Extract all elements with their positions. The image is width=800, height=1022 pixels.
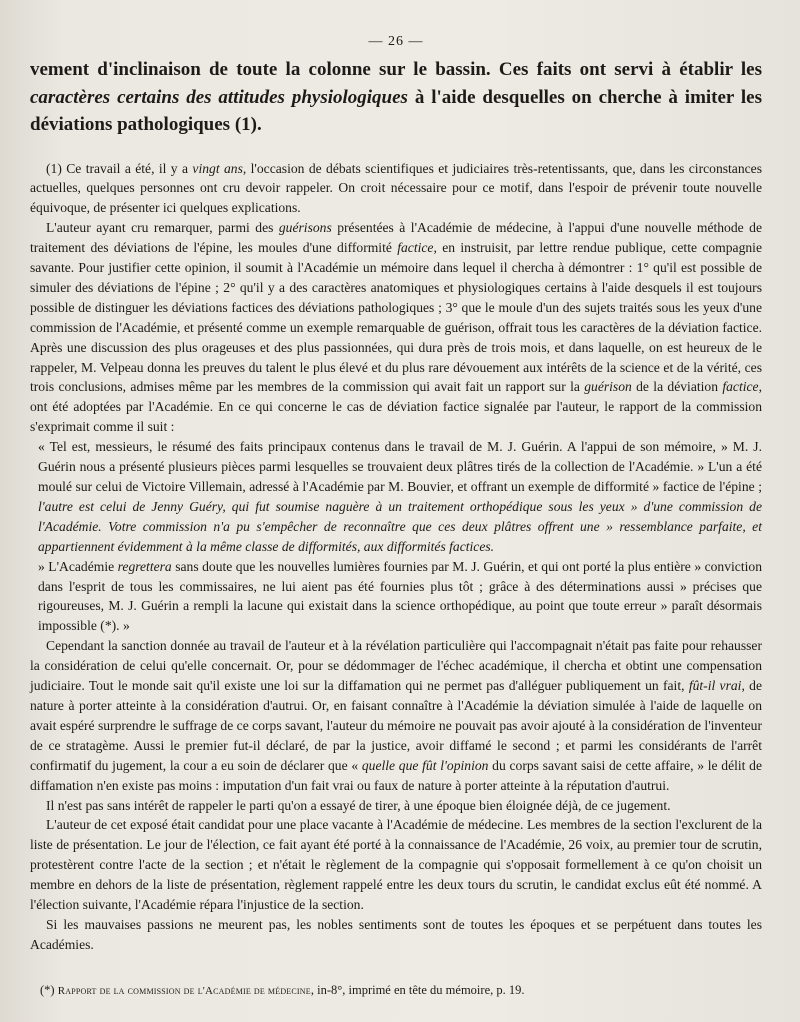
footnote-block: [30, 159, 762, 955]
para-italic: guérison: [584, 379, 632, 395]
para-text: , ont été adoptées par l'Académie. En ce qui concerne le cas de déviation factice signalée par l'auteur, le rapport de la commission s'exprimait comme il suit :: [30, 379, 762, 435]
para-text: , en instruisit, par lettre rendue publique, cette compagnie savante. Pour justifier cette opinion, il soumit à l'Académie un mémoire dans lequel il chercha à démontrer : 1° qu'il est possible de simuler des déviations de l'épine ; 2° qu'il y a des caractères anatomiques et physiologiques certains à l'aide desquels il est toujours possible de distinguer les déviations factices des déviations pathologiques ; 3° que le moule d'un des sujets traités sous les yeux d'une commission de l'Académie, et présenté comme un exemple remarquable de guérison, offrait tous les caractères de la déviation factice. Après une discussion des plus orageuses et des plus passionnées, qui dura près de trois mois, et dans laquelle, on est heureux de le rappeler, M. Velpeau donna les preuves du talent le plus élevé et du plus rare dévouement aux intérêts de la science et de la vérité, ces trois conclusions, admises même par les membres de la commission qui avait fait un rapport sur la: [30, 240, 762, 395]
para-italic: guérisons: [278, 220, 332, 236]
para-text: présentées à l'Académie de médecine, à l'appui d'une nouvelle méthode de traitement des déviations de l'épine, les moules d'une difformité: [30, 220, 762, 256]
para-italic: factice: [722, 379, 759, 395]
fn-text: (1) Ce travail a été, il y a: [46, 160, 193, 176]
quote-text: « Tel est, messieurs, le résumé des faits principaux contenus dans le travail de M. J. Guérin. A l'appui de son mémoire, » M. J. Guérin nous a présenté plusieurs pièces parmi lesquelles se trouvaient deux plâtres tirés de la collection de l'Académie. » L'un a été moulé sur celui de Victoire Villemain, adressé à l'Académie par M. Bouvier, et offrant un exemple de difformité » factice de l'épine ;: [38, 439, 762, 494]
para-text: Cependant la sanction donnée au travail de l'auteur et à la révélation particulière qui l'accompagnait n'était pas faite pour rehausser la considération de celui qu'elle concernait. Or, pour se dédommager de l'échec académique, il chercha et obtint une compensation judiciaire. Tout le monde sait qu'il existe une loi sur la diffamation qui ne permet pas d'alléguer publiquement un fait,: [30, 638, 762, 694]
paragraph-conclusion: Si les mauvaises passions ne meurent pas, les nobles sentiments sont de toutes les époques et se perpétuent dans toutes les Académies.: [30, 916, 762, 952]
para-italic: factice: [397, 240, 434, 256]
note-text: , in-8°, imprimé en tête du mémoire, p. 19.: [310, 983, 525, 997]
quote-italic: l'autre est celui de Jenny Guéry, qui fut soumise naguère à un traitement orthopédique sous les yeux » d'une commission de l'Académie. Votre commission n'a pu s'empêcher de reconnaître que ces deux plâtres offrent une » ressemblance parfaite, et appartiennent évidemment à la même classe de difformités, aux difformités factices.: [38, 498, 762, 554]
para-text: , de nature à porter atteinte à la considération d'autrui. Or, en faisant connaître à l'Académie la déviation simulée à l'aide de laquelle on avait espéré surprendre le suffrage de ce corps savant, l'auteur du mémoire ne pouvait pas avoir ajouté à la considération de l'inventeur de ce stratagème. Aussi le premier fut-il déclaré, de par la justice, avoir diffamé le second ; et parmi les considérants de l'arrêt confirmatif du jugement, la cour a eu soin de déclarer que «: [30, 678, 762, 773]
para-italic: fût-il vrai: [688, 678, 742, 694]
fn-italic: vingt ans: [192, 160, 243, 176]
paragraph-academie: [30, 218, 762, 437]
paragraph-diffamation: [30, 636, 762, 795]
bottom-footnote: [40, 983, 525, 998]
paragraph-jugement: Il n'est pas sans intérêt de rappeler le parti qu'on a essayé de tirer, à une époque bien éloignée déjà, de ce jugement.: [46, 797, 671, 813]
note-mark: (*): [40, 983, 58, 997]
para-italic: quelle que fût l'opinion: [361, 757, 489, 773]
paragraph-election: L'auteur de cet exposé était candidat pour une place vacante à l'Académie de médecine. Les membres de la section l'exclurent de la liste de présentation. Le jour de l'élection, ce fait ayant été porté à la connaissance de l'Académie, 26 voix, au premier tour de scrutin, protestèrent contre l'acte de la section ; et n'était le règlement de la compagnie qui s'opposait formellement à ce qu'on choisit un membre en dehors de la liste de présentation, règlement rappelé entre les deux tours du scrutin, le candidat exclus eût été nommé. A l'élection suivante, l'Académie répara l'injustice de la section.: [30, 817, 762, 913]
quote-text: sans doute que les nouvelles lumières fournies par M. J. Guérin, et qui ont porté la plus entière » conviction dans l'esprit de tous les commissaires, ne lui aient pas été fournies plus tôt ; grâce à des déterminations aussi » précises que rigoureuses, M. J. Guérin a rempli la lacune qui existait dans la science orthopédique, au point que toute erreur » paraît désormais impossible (*). »: [38, 558, 762, 634]
quote-text: » L'Académie: [38, 558, 118, 574]
fn-text: , l'occasion de débats scientifiques et judiciaires très-retentissants, que, dans les circonstances actuelles, quelques personnes ont cru devoir rappeler. On croit nécessaire pour ce motif, dans l'espoir de prévenir toute nouvelle équivoque, de présenter ici quelques explications.: [30, 160, 762, 216]
main-text-2: à l'aide desquelles on cherche à imiter les déviations pathologiques (1).: [30, 86, 763, 135]
page-number: — 26 —: [368, 34, 424, 49]
main-text-italic: caractères certains des attitudes physiologiques: [30, 86, 408, 108]
quote-italic: regrettera: [117, 558, 172, 574]
main-paragraph: [30, 56, 762, 139]
quote-report-2: [30, 557, 762, 637]
para-text: du corps savant saisi de cette affaire, » le délit de diffamation n'en existe pas moins : imputation d'un fait vrai ou faux de nature à porter atteinte à la réputation d'autrui.: [30, 757, 762, 793]
footnote-intro: [30, 159, 762, 219]
para-text: L'auteur ayant cru remarquer, parmi des: [46, 220, 279, 236]
note-title: Rapport de la commission de l'Académie de médecine: [57, 985, 311, 997]
quote-report-1: [30, 437, 762, 556]
para-text: de la déviation: [631, 379, 723, 395]
main-text-1: vement d'inclinaison de toute la colonne sur le bassin. Ces faits ont servi à établir les: [30, 59, 762, 80]
